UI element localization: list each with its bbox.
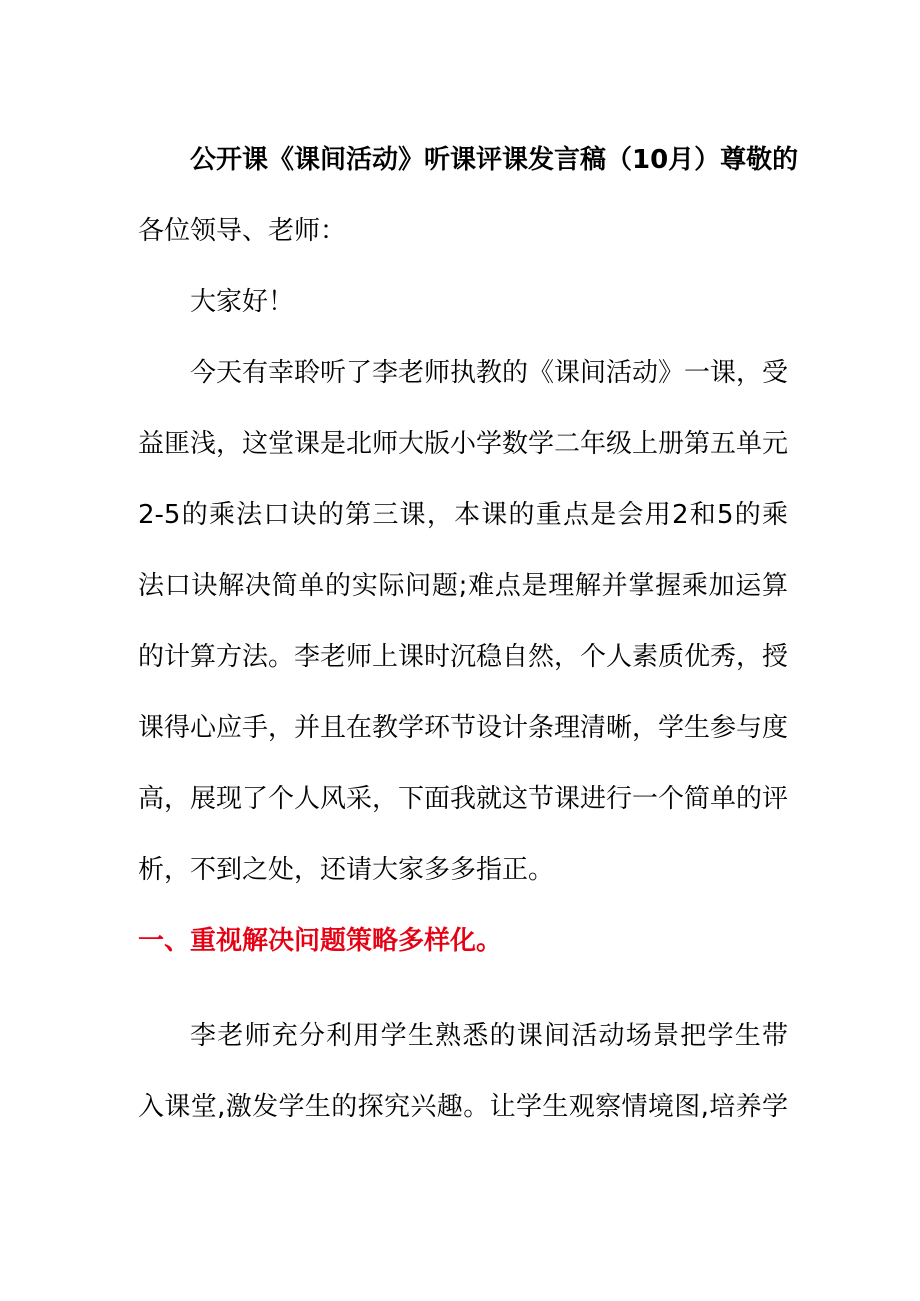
paragraph-2-line-1: 李老师充分利用学生熟悉的课间活动场景把学生带 <box>190 1021 788 1051</box>
document-title-line-1: 公开课《课间活动》听课评课发言稿（10月）尊敬的 <box>190 145 799 175</box>
paragraph-1-line-5: 的计算方法。李老师上课时沉稳自然，个人素质优秀，授 <box>138 642 789 672</box>
paragraph-1-line-2: 益匪浅，这堂课是北师大版小学数学二年级上册第五单元 <box>138 429 789 459</box>
paragraph-1-line-1: 今天有幸聆听了李老师执教的《课间活动》一课，受 <box>190 358 789 388</box>
document-title-line-2: 各位领导、老师： <box>138 216 347 246</box>
paragraph-2-line-2: 入课堂,激发学生的探究兴趣。让学生观察情境图,培养学 <box>138 1092 788 1122</box>
paragraph-1-line-7: 高，展现了个人风采，下面我就这节课进行一个简单的评 <box>138 784 789 814</box>
section-heading-1: 一、重视解决问题策略多样化。 <box>138 926 503 956</box>
paragraph-1-line-8: 析，不到之处，还请大家多多指正。 <box>138 855 555 885</box>
paragraph-1-line-6: 课得心应手，并且在教学环节设计条理清晰，学生参与度 <box>138 713 789 743</box>
paragraph-1-line-4: 法口诀解决简单的实际问题;难点是理解并掌握乘加运算 <box>138 571 788 601</box>
paragraph-1-line-3: 2-5的乘法口诀的第三课，本课的重点是会用2和5的乘 <box>138 500 788 530</box>
greeting: 大家好！ <box>190 287 295 317</box>
